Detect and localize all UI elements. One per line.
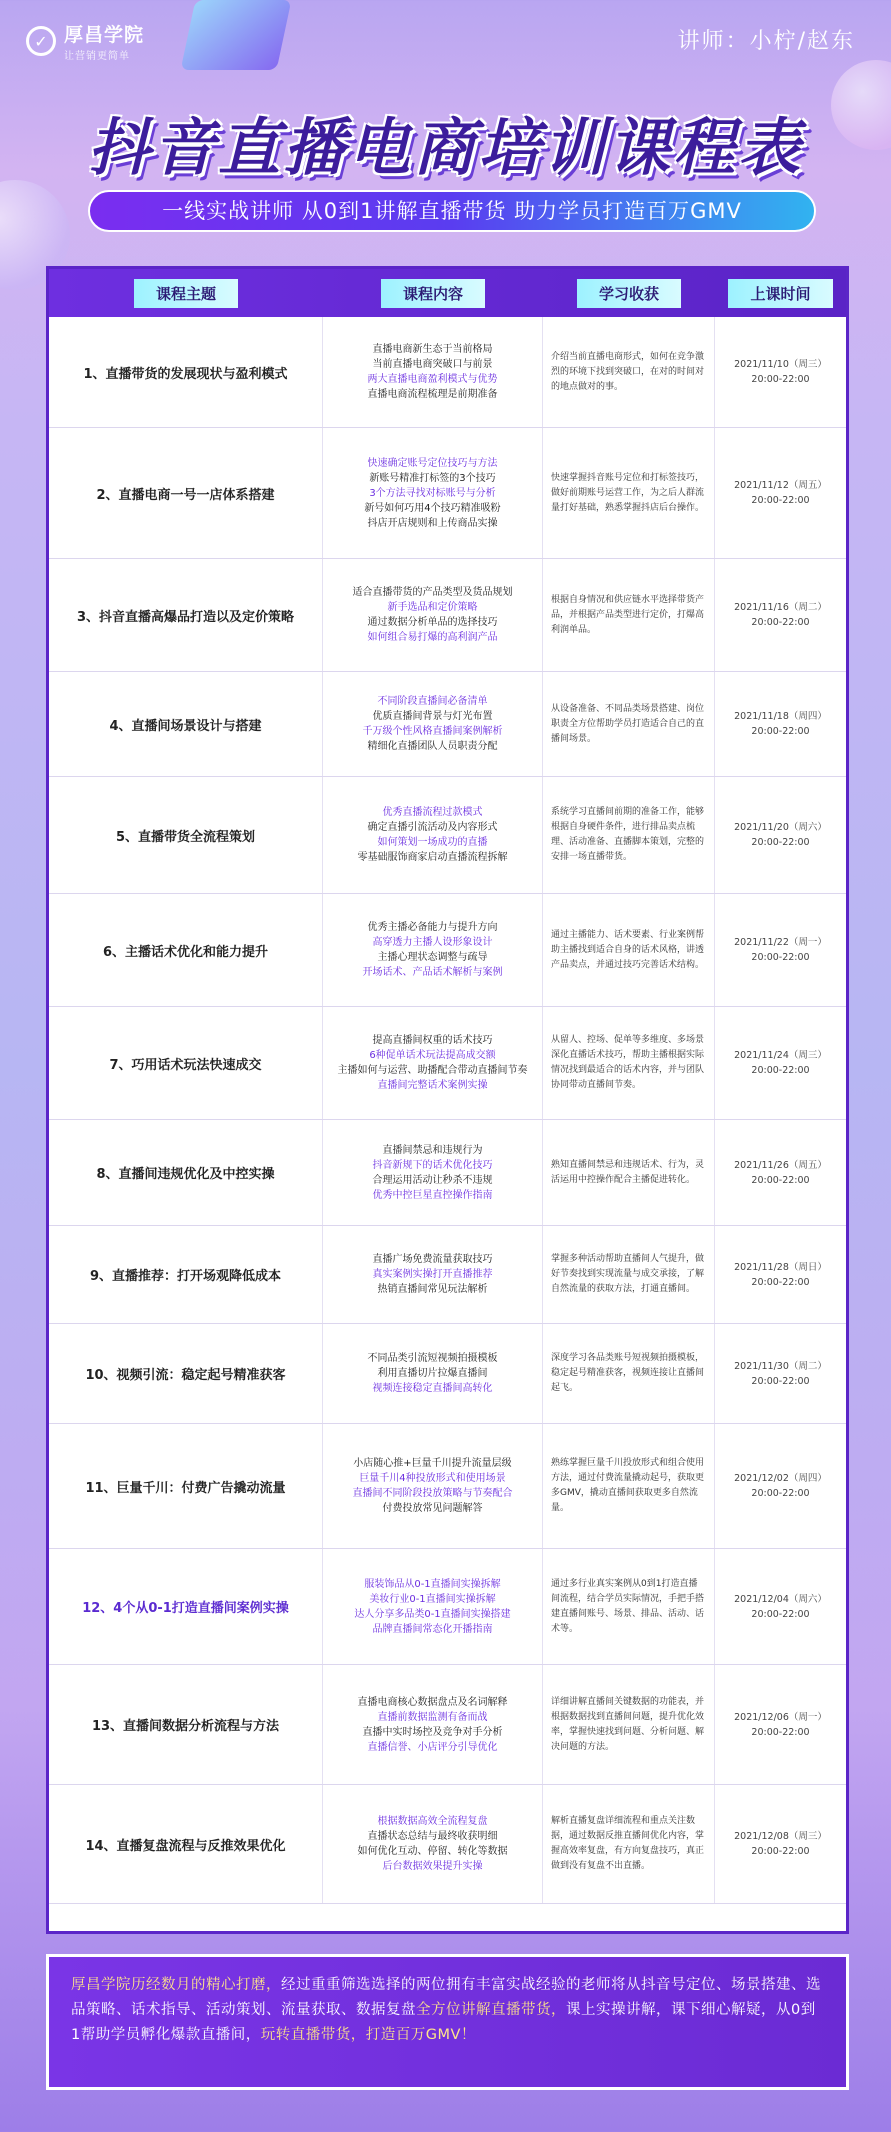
class-time: 20:00-22:00 xyxy=(751,1846,810,1857)
class-date: 2021/12/06（周一） xyxy=(734,1711,827,1723)
content-line: 品牌直播间常态化开播指南 xyxy=(372,1623,493,1635)
footer-text-1: 厚昌学院历经数月的精心打磨， xyxy=(71,1977,281,1993)
content-line: 优质直播间背景与灯光布置 xyxy=(372,711,493,722)
content-line: 新号如何巧用4个技巧精准吸粉 xyxy=(364,502,501,514)
table-body xyxy=(49,317,846,1904)
topic-cell xyxy=(49,559,323,671)
learning-gain: 熟知直播间禁忌和违规话术、行为，灵活运用中控操作配合主播促进转化。 xyxy=(551,1159,705,1185)
time-cell xyxy=(715,1120,846,1225)
table-row xyxy=(49,1324,846,1424)
content-line: 当前直播电商突破口与前景 xyxy=(372,359,493,370)
time-cell xyxy=(715,1785,846,1903)
time-cell xyxy=(715,672,846,776)
content-line: 小店随心推+巨量千川提升流量层级 xyxy=(353,1458,512,1469)
class-time: 20:00-22:00 xyxy=(751,1726,810,1738)
content-line: 达人分享多品类0-1直播间实操搭建 xyxy=(354,1608,511,1620)
course-topic: 8、直播间违规优化及中控实操 xyxy=(96,1167,275,1182)
table-row xyxy=(49,894,846,1007)
content-cell xyxy=(323,1424,543,1548)
table-row xyxy=(49,1226,846,1324)
content-line: 抖店开店规则和上传商品实操 xyxy=(367,517,498,529)
content-cell xyxy=(323,1226,543,1323)
content-line: 优秀主播必备能力与提升方向 xyxy=(367,922,498,933)
content-line: 直播前数据监测有备而战 xyxy=(377,1711,488,1723)
content-line: 两大直播电商盈利模式与优势 xyxy=(367,374,498,385)
class-time: 20:00-22:00 xyxy=(751,1375,810,1387)
time-cell xyxy=(715,777,846,893)
content-line: 如何策划一场成功的直播 xyxy=(377,837,488,848)
gain-cell xyxy=(543,428,715,558)
subtitle-banner: 一线实战讲师 从0到1讲解直播带货 助力学员打造百万GMV xyxy=(88,190,816,232)
class-date: 2021/12/08（周三） xyxy=(734,1831,827,1842)
topic-cell xyxy=(49,672,323,776)
header-time: 上课时间 xyxy=(715,279,846,308)
content-cell xyxy=(323,672,543,776)
content-line: 直播状态总结与最终收获明细 xyxy=(367,1831,498,1842)
learning-gain: 介绍当前直播电商形式，如何在竞争激烈的环境下找到突破口，在对的时间对的地点做对的事。 xyxy=(551,351,705,392)
learning-gain: 详细讲解直播间关键数据的功能表，并根据数据找到直播间问题，提升优化效率，掌握快速找到问题、分析问题、解决问题的方法。 xyxy=(551,1696,705,1752)
topic-cell xyxy=(49,894,323,1006)
topic-cell xyxy=(49,428,323,558)
time-cell xyxy=(715,317,846,427)
topic-cell xyxy=(49,1007,323,1119)
time-cell xyxy=(715,1007,846,1119)
class-date: 2021/11/30（周二） xyxy=(734,1360,827,1372)
content-line: 不同品类引流短视频拍摄模板 xyxy=(367,1353,498,1364)
content-line: 直播间完整话术案例实操 xyxy=(377,1080,488,1091)
class-time: 20:00-22:00 xyxy=(751,952,810,963)
content-cell xyxy=(323,559,543,671)
footer-intro xyxy=(46,1954,849,2090)
course-topic: 14、直播复盘流程与反推效果优化 xyxy=(85,1838,286,1854)
gain-cell xyxy=(543,1007,715,1119)
content-line: 服装饰品从0-1直播间实操拆解 xyxy=(364,1578,501,1590)
class-date: 2021/11/18（周四） xyxy=(734,711,827,722)
class-time: 20:00-22:00 xyxy=(751,1608,810,1620)
course-topic: 12、4个从0-1打造直播间案例实操 xyxy=(82,1601,289,1616)
content-line: 直播电商新生态于当前格局 xyxy=(372,344,493,355)
table-row xyxy=(49,1120,846,1226)
topic-cell xyxy=(49,1665,323,1784)
header-gain: 学习收获 xyxy=(543,279,715,308)
gain-cell xyxy=(543,1324,715,1423)
class-date: 2021/11/22（周一） xyxy=(734,937,827,948)
content-cell xyxy=(323,1785,543,1903)
class-time: 20:00-22:00 xyxy=(751,374,810,385)
learning-gain: 掌握多种活动帮助直播间人气提升，做好节奏找到实现流量与成交承接，了解自然流量的获取方法，打通直播间。 xyxy=(551,1254,705,1294)
content-line: 直播间禁忌和违规行为 xyxy=(382,1144,483,1156)
content-line: 美妆行业0-1直播间实操拆解 xyxy=(369,1593,496,1605)
content-line: 6种促单话术玩法提高成交额 xyxy=(369,1050,496,1061)
footer-text-4: 课上实操讲解，课下细心解疑，从0到1帮助学员孵化爆款直播间， xyxy=(71,2002,816,2043)
content-line: 主播心理状态调整与疏导 xyxy=(377,952,488,963)
table-row xyxy=(49,559,846,672)
content-line: 合理运用活动让秒杀不违规 xyxy=(372,1174,493,1186)
content-line: 开场话术、产品话术解析与案例 xyxy=(362,967,503,978)
course-topic: 13、直播间数据分析流程与方法 xyxy=(91,1719,280,1734)
content-line: 根据数据高效全流程复盘 xyxy=(377,1816,488,1827)
time-cell xyxy=(715,1549,846,1664)
class-time: 20:00-22:00 xyxy=(751,837,810,848)
gain-cell xyxy=(543,1226,715,1323)
content-line: 千万级个性风格直播间案例解析 xyxy=(362,726,503,737)
content-line: 真实案例实操打开直播推荐 xyxy=(372,1269,493,1280)
content-line: 视频连接稳定直播间高转化 xyxy=(372,1383,493,1394)
course-topic: 1、直播带货的发展现状与盈利模式 xyxy=(83,366,288,382)
course-topic: 4、直播间场景设计与搭建 xyxy=(109,718,262,734)
footer-text-5: 玩转直播带货，打造百万GMV！ xyxy=(260,2027,476,2043)
content-line: 通过数据分析单品的选择技巧 xyxy=(367,617,498,628)
learning-gain: 解析直播复盘详细流程和重点关注数据，通过数据反推直播间优化内容，掌握高效率复盘，有方向复盘技巧，真正做到没有复盘不出直播。 xyxy=(551,1816,705,1871)
learning-gain: 深度学习各品类账号短视频拍摄模板，稳定起号精准获客，视频连接让直播间起飞。 xyxy=(551,1353,705,1393)
content-line: 提高直播间权重的话术技巧 xyxy=(372,1035,493,1046)
content-line: 直播信誉、小店评分引导优化 xyxy=(367,1741,498,1753)
time-cell xyxy=(715,428,846,558)
course-topic: 11、巨量千川：付费广告撬动流量 xyxy=(85,1480,286,1496)
time-cell xyxy=(715,1324,846,1423)
content-line: 直播间不同阶段投放策略与节奏配合 xyxy=(352,1488,513,1499)
class-date: 2021/11/10（周三） xyxy=(734,359,827,370)
time-cell xyxy=(715,1665,846,1784)
table-row xyxy=(49,317,846,428)
content-line: 热销直播间常见玩法解析 xyxy=(377,1284,488,1295)
gain-cell xyxy=(543,672,715,776)
topic-cell xyxy=(49,1785,323,1903)
content-cell xyxy=(323,1549,543,1664)
time-cell xyxy=(715,559,846,671)
table-row xyxy=(49,777,846,894)
topic-cell xyxy=(49,1226,323,1323)
content-line: 确定直播引流活动及内容形式 xyxy=(367,822,498,833)
table-row xyxy=(49,1665,846,1785)
header-content: 课程内容 xyxy=(323,279,543,308)
content-cell xyxy=(323,1665,543,1784)
table-row xyxy=(49,672,846,777)
gain-cell xyxy=(543,1424,715,1548)
learning-gain: 从留人、控场、促单等多维度、多场景深化直播话术技巧，帮助主播根据实际情况找到最适合的话术内容，并与团队协同带动直播间节奏。 xyxy=(551,1035,705,1090)
lecturer-label: 讲师：小柠/赵东 xyxy=(677,29,855,54)
content-line: 主播如何与运营、助播配合带动直播间节奏 xyxy=(337,1065,528,1076)
content-line: 如何组合易打爆的高利润产品 xyxy=(367,632,498,643)
course-topic: 3、抖音直播高爆品打造以及定价策略 xyxy=(76,609,295,625)
class-time: 20:00-22:00 xyxy=(751,1065,810,1076)
learning-gain: 快速掌握抖音账号定位和打标签技巧，做好前期账号运营工作，为之后人群流量打好基础，熟悉掌握抖店后台操作。 xyxy=(551,472,705,513)
logo-mark-icon: ✓ xyxy=(26,26,56,56)
class-time: 20:00-22:00 xyxy=(751,1174,810,1186)
course-topic: 10、视频引流：稳定起号精准获客 xyxy=(85,1368,286,1383)
class-date: 2021/11/24（周三） xyxy=(734,1050,827,1061)
topic-cell xyxy=(49,1549,323,1664)
class-time: 20:00-22:00 xyxy=(751,495,810,506)
gain-cell xyxy=(543,1785,715,1903)
class-date: 2021/11/26（周五） xyxy=(734,1159,827,1171)
content-cell xyxy=(323,777,543,893)
course-topic: 9、直播推荐：打开场观降低成本 xyxy=(89,1269,282,1284)
class-date: 2021/11/12（周五） xyxy=(734,480,827,491)
class-time: 20:00-22:00 xyxy=(751,1488,810,1499)
learning-gain: 通过多行业真实案例从0到1打造直播间流程，结合学员实际情况，手把手搭建直播间账号、场景、排品、活动、话术等。 xyxy=(551,1578,705,1634)
footer-text-3: 全方位讲解直播带货， xyxy=(416,2002,566,2018)
table-row xyxy=(49,428,846,559)
class-date: 2021/12/04（周六） xyxy=(734,1593,827,1605)
course-topic: 5、直播带货全流程策划 xyxy=(115,829,256,845)
decorative-crystal xyxy=(181,0,292,70)
content-cell xyxy=(323,1120,543,1225)
table-header xyxy=(49,269,846,317)
content-line: 新账号精准打标签的3个技巧 xyxy=(369,472,496,484)
gain-cell xyxy=(543,777,715,893)
content-line: 优秀中控巨星直控操作指南 xyxy=(372,1189,493,1201)
content-line: 直播广场免费流量获取技巧 xyxy=(372,1254,493,1265)
table-row xyxy=(49,1424,846,1549)
content-line: 零基础服饰商家启动直播流程拆解 xyxy=(357,852,508,863)
logo-slogan: 让营销更简单 xyxy=(64,51,130,62)
time-cell xyxy=(715,1424,846,1548)
content-line: 高穿透力主播人设形象设计 xyxy=(372,937,493,948)
content-line: 直播电商流程梳理是前期准备 xyxy=(367,389,498,400)
gain-cell xyxy=(543,1665,715,1784)
gain-cell xyxy=(543,559,715,671)
class-date: 2021/11/20（周六） xyxy=(734,822,827,833)
content-line: 快速确定账号定位技巧与方法 xyxy=(367,457,498,469)
content-line: 后台数据效果提升实操 xyxy=(382,1861,483,1872)
learning-gain: 熟练掌握巨量千川投放形式和组合使用方法，通过付费流量撬动起号，获取更多GMV，撬动直播间获取更多自然流量。 xyxy=(551,1458,705,1513)
content-line: 适合直播带货的产品类型及货品规划 xyxy=(352,587,513,598)
class-time: 20:00-22:00 xyxy=(751,617,810,628)
content-line: 如何优化互动、停留、转化等数据 xyxy=(357,1846,508,1857)
topic-cell xyxy=(49,317,323,427)
time-cell xyxy=(715,1226,846,1323)
topic-cell xyxy=(49,1120,323,1225)
content-line: 新手选品和定价策略 xyxy=(387,602,478,613)
gain-cell xyxy=(543,317,715,427)
table-row xyxy=(49,1785,846,1904)
gain-cell xyxy=(543,894,715,1006)
header-topic: 课程主题 xyxy=(49,279,323,308)
content-cell xyxy=(323,428,543,558)
content-line: 优秀直播流程过款模式 xyxy=(382,807,483,818)
content-line: 抖音新规下的话术优化技巧 xyxy=(372,1159,493,1171)
content-line: 直播电商核心数据盘点及名词解释 xyxy=(357,1696,508,1708)
learning-gain: 通过主播能力、话术要素、行业案例帮助主播找到适合自身的话术风格，讲透产品卖点，并通过技巧完善话术结构。 xyxy=(551,929,705,970)
course-topic: 2、直播电商一号一店体系搭建 xyxy=(96,487,275,503)
footer-text-2: 经过重重筛选选择的两位拥有丰富实战经验的老师将从抖音号定位、场景搭建、选品策略、话术指导、活动策划、流量获取、数据复盘 xyxy=(71,1977,821,2018)
logo-name: 厚昌学院 xyxy=(64,24,145,46)
learning-gain: 根据自身情况和供应链水平选择带货产品，并根据产品类型进行定价，打爆高利润单品。 xyxy=(551,594,705,635)
learning-gain: 系统学习直播间前期的准备工作，能够根据自身硬件条件，进行排品卖点梳理、活动准备、直播脚本策划，完整的安排一场直播带货。 xyxy=(551,807,705,862)
content-line: 3个方法寻找对标账号与分析 xyxy=(369,487,496,499)
course-topic: 6、主播话术优化和能力提升 xyxy=(102,944,269,960)
topic-cell xyxy=(49,1324,323,1423)
content-line: 不同阶段直播间必备清单 xyxy=(377,696,488,707)
learning-gain: 从设备准备、不同品类场景搭建、岗位职责全方位帮助学员打造适合自己的直播间场景。 xyxy=(551,703,705,744)
content-cell xyxy=(323,1007,543,1119)
class-time: 20:00-22:00 xyxy=(751,1276,810,1288)
page-title: 抖音直播电商培训课程表 xyxy=(87,111,803,184)
class-date: 2021/11/16（周二） xyxy=(734,602,827,613)
table-row xyxy=(49,1549,846,1665)
content-cell xyxy=(323,1324,543,1423)
content-cell xyxy=(323,317,543,427)
table-row xyxy=(49,1007,846,1120)
content-line: 精细化直播团队人员职责分配 xyxy=(367,741,498,752)
gain-cell xyxy=(543,1120,715,1225)
content-line: 利用直播切片拉爆直播间 xyxy=(377,1368,488,1379)
brand-logo xyxy=(26,20,144,62)
content-cell xyxy=(323,894,543,1006)
content-line: 付费投放常见问题解答 xyxy=(382,1503,483,1514)
topic-cell xyxy=(49,777,323,893)
class-time: 20:00-22:00 xyxy=(751,726,810,737)
course-topic: 7、巧用话术玩法快速成交 xyxy=(109,1057,262,1073)
topic-cell xyxy=(49,1424,323,1548)
gain-cell xyxy=(543,1549,715,1664)
class-date: 2021/12/02（周四） xyxy=(734,1473,827,1484)
course-table xyxy=(46,266,849,1934)
content-line: 直播中实时场控及竞争对手分析 xyxy=(362,1726,503,1738)
time-cell xyxy=(715,894,846,1006)
content-line: 巨量千川4种投放形式和使用场景 xyxy=(359,1473,506,1484)
class-date: 2021/11/28（周日） xyxy=(734,1261,827,1273)
